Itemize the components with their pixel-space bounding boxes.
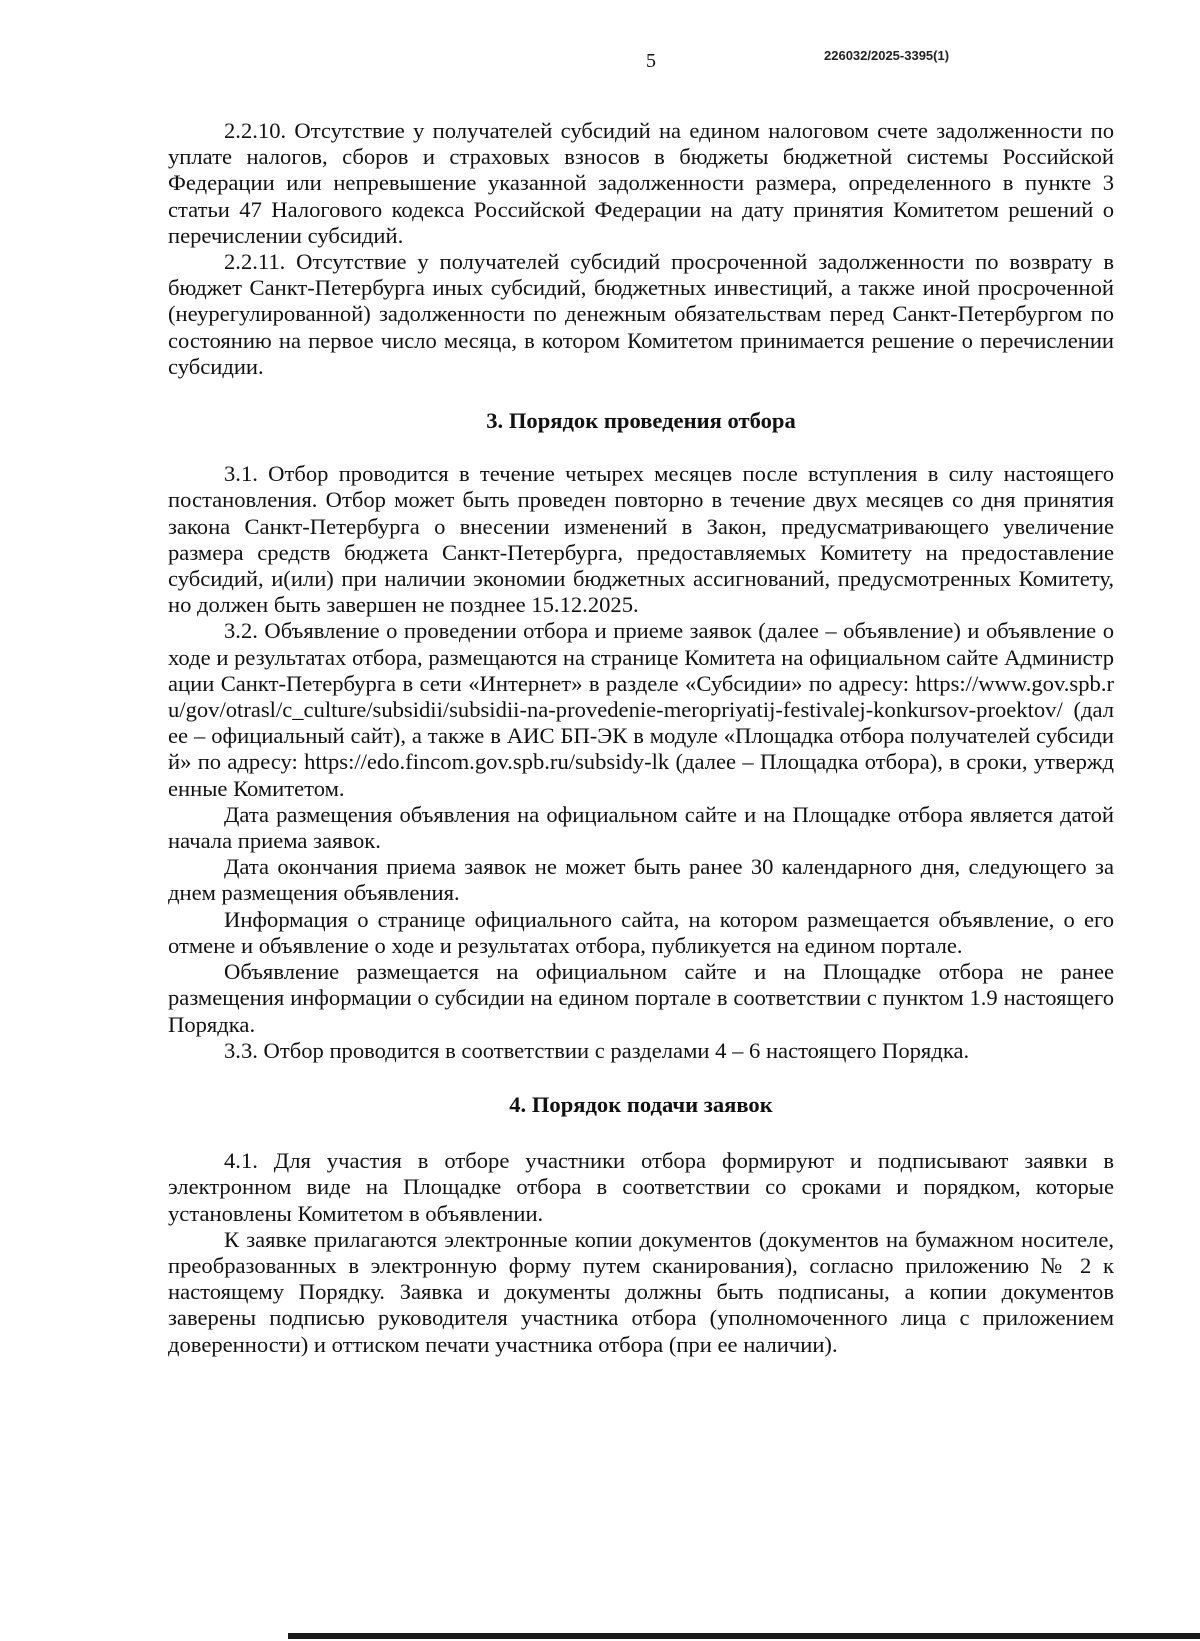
paragraph-date-end: Дата окончания приема заявок не может быть ранее 30 календарного дня, следующего за днем размещения объявления.: [168, 854, 1114, 906]
paragraph-2-2-10: 2.2.10. Отсутствие у получателей субсидий на едином налоговом счете задолженности по уплате налогов, сборов и страховых взносов в бюджеты бюджетной системы Российской Федерации или непревышение указанной задолженности размера, определенного в пункте 3 статьи 47 Налогового кодекса Российской Федерации на дату принятия Комитетом решений о перечислении субсидий.: [168, 118, 1114, 248]
paragraph-placement: Объявление размещается на официальном сайте и на Площадке отбора не ранее размещения информации о субсидии на едином портале в соответствии с пунктом 1.9 настоящего Порядка.: [168, 959, 1114, 1037]
paragraph-info: Информация о странице официального сайта, на котором размещается объявление, о его отмене и объявление о ходе и результатах отбора, публикуется на едином портале.: [168, 906, 1114, 958]
page-bottom-rule: [288, 1633, 1200, 1639]
paragraph-3-1: 3.1. Отбор проводится в течение четырех месяцев после вступления в силу настоящего постановления. Отбор может быть проведен повторно в течение двух месяцев со дня принятия закона Санкт-Петербурга о внесении изменений в Закон, предусматривающего увеличение размера средств бюджета Санкт-Петербурга, предоставляемых Комитету на предоставление субсидий, и(или) при наличии экономии бюджетных ассигнований, предусмотренных Комитету, но должен быть завершен не позднее 15.12.2025.: [168, 461, 1114, 618]
document-body: [168, 118, 1114, 1358]
paragraph-attachments: К заявке прилагаются электронные копии документов (документов на бумажном носителе, преобразованных в электронную форму путем сканирования), согласно приложению № 2 к настоящему Порядку. Заявка и документы должны быть подписаны, а копии документов заверены подписью руководителя участника отбора (уполномоченного лица с приложением доверенности) и оттиском печати участника отбора (при ее наличии).: [168, 1226, 1114, 1357]
section-4-heading: 4. Порядок подачи заявок: [509, 1091, 773, 1117]
page-number: 5: [646, 50, 656, 72]
paragraph-4-1: 4.1. Для участия в отборе участники отбора формируют и подписывают заявки в электронном виде на Площадке отбора в соответствии со сроками и порядком, которые установлены Комитетом в объявлении.: [168, 1148, 1114, 1226]
paragraph-3-3: 3.3. Отбор проводится в соответствии с разделами 4 – 6 настоящего Порядка.: [224, 1037, 970, 1063]
section-3-heading: 3. Порядок проведения отбора: [486, 408, 796, 434]
paragraph-date-start: Дата размещения объявления на официальном сайте и на Площадке отбора является датой начала приема заявок.: [168, 801, 1114, 854]
document-id: 226032/2025-3395(1): [824, 48, 950, 63]
paragraph-2-2-11: 2.2.11. Отсутствие у получателей субсидий просроченной задолженности по возврату в бюджет Санкт-Петербурга иных субсидий, бюджетных инвестиций, а также иной просроченной (неурегулированной) задолженности по денежным обязательствам перед Санкт-Петербургом по состоянию на первое число месяца, в котором Комитетом принимается решение о перечислении субсидии.: [168, 249, 1114, 379]
paragraph-3-2: 3.2. Объявление о проведении отбора и приеме заявок (далее – объявление) и объявление о ходе и результатах отбора, размещаются на странице Комитета на официальном сайте Администрации Санкт-Петербурга в сети «Интернет» в разделе «Субсидии» по адресу: https://www.gov.spb.ru/gov/otrasl/c_culture/subsidii/subsidii-na-provedenie-meropriyatij-festivalej-konkursov-proektov/ (далее – официальный сайт), а также в АИС БП-ЭК в модуле «Площадка отбора получателей субсидий» по адресу: https://edo.fincom.gov.spb.ru/subsidy-lk (далее – Площадка отбора), в сроки, утвержденные Комитетом.: [168, 618, 1114, 801]
